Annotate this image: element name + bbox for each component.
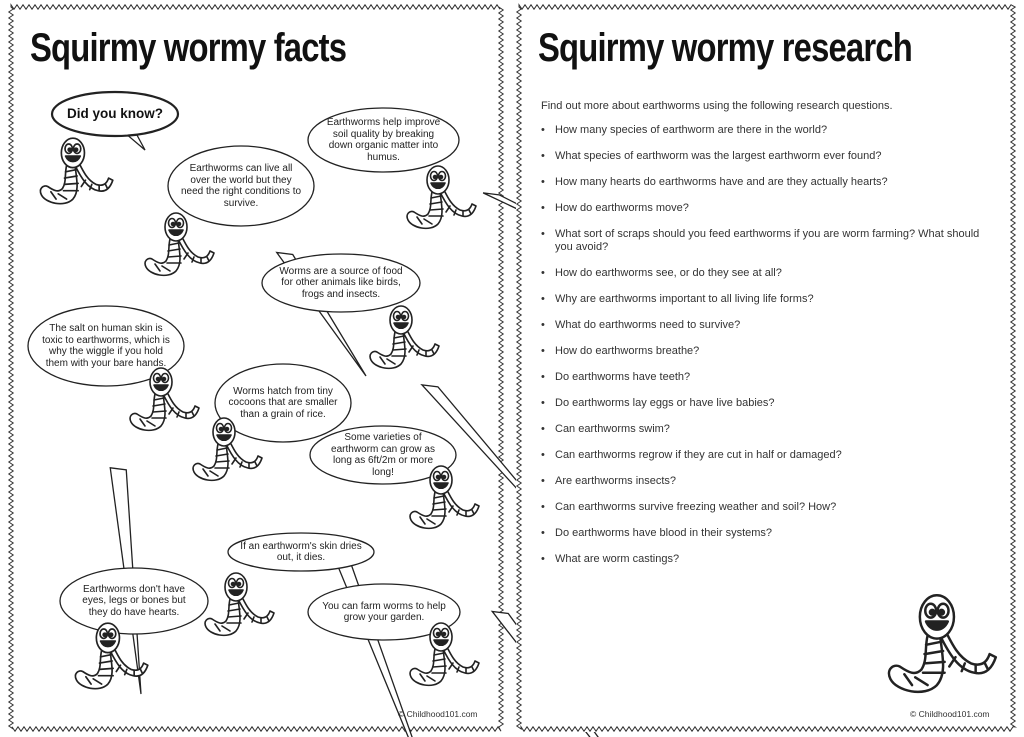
research-question-list <box>541 124 981 579</box>
cartoon-worm-icon <box>33 134 117 208</box>
research-page <box>516 4 1016 732</box>
research-intro: Find out more about earthworms using the following research questions. <box>541 100 893 112</box>
fact-text: Worms hatch from tiny cocoons that are smaller than a grain of rice. <box>228 385 338 420</box>
fact-text: If an earthworm's skin dries out, it dies. <box>240 540 362 563</box>
research-question: • How many hearts do earthworms have and are they actually hearts? <box>541 176 981 189</box>
fact-text: Earthworms don't have eyes, legs or bones but they do have hearts. <box>82 583 186 618</box>
speech-bubble <box>50 90 180 138</box>
did-you-know-label: Did you know? <box>67 106 163 122</box>
page-title: Squirmy wormy research <box>538 26 912 70</box>
cartoon-worm-icon <box>138 209 218 279</box>
fact-text: Earthworms help improve soil quality by breaking down organic matter into humus. <box>326 117 441 163</box>
fact-text: The salt on human skin is toxic to earthworms, which is why the wiggle if you hold them with your bare hands. <box>42 323 170 369</box>
copyright-text: © Childhood101.com <box>910 709 990 719</box>
fact-text: Some varieties of earthworm can grow as long as 6ft/2m or more long! <box>331 432 435 478</box>
research-question: • Can earthworms swim? <box>541 423 981 436</box>
cartoon-worm-icon <box>363 302 443 372</box>
research-question: • How do earthworms breathe? <box>541 345 981 358</box>
cartoon-worm-icon <box>878 589 1002 698</box>
research-question: • Are earthworms insects? <box>541 475 981 488</box>
research-question: • How do earthworms move? <box>541 202 981 215</box>
research-question: • What are worm castings? <box>541 553 981 566</box>
cartoon-worm-icon <box>198 569 278 639</box>
research-question: • Can earthworms survive freezing weather and soil? How? <box>541 501 981 514</box>
research-question: • How do earthworms see, or do they see at all? <box>541 267 981 280</box>
research-question: • What sort of scraps should you feed earthworms if you are worm farming? What should you avoid? <box>541 228 981 254</box>
fact-text: Worms are a source of food for other animals like birds, frogs and insects. <box>279 265 403 300</box>
fact-text: Earthworms can live all over the world but they need the right conditions to survive. <box>180 163 302 209</box>
page-title: Squirmy wormy facts <box>30 26 347 70</box>
research-question: • What species of earthworm was the largest earthworm ever found? <box>541 150 981 163</box>
research-question: • Why are earthworms important to all living life forms? <box>541 293 981 306</box>
cartoon-worm-icon <box>403 619 483 689</box>
research-question: • Do earthworms have blood in their systems? <box>541 527 981 540</box>
cartoon-worm-icon <box>68 619 152 693</box>
facts-page <box>8 4 504 732</box>
copyright-text: © Childhood101.com <box>398 709 478 719</box>
cartoon-worm-icon <box>186 414 266 484</box>
cartoon-worm-icon <box>403 462 483 532</box>
research-question: • What do earthworms need to survive? <box>541 319 981 332</box>
speech-bubble <box>226 531 376 573</box>
cartoon-worm-icon <box>400 162 480 232</box>
research-question: • Do earthworms have teeth? <box>541 371 981 384</box>
research-question: • How many species of earthworm are there in the world? <box>541 124 981 137</box>
research-question: • Do earthworms lay eggs or have live babies? <box>541 397 981 410</box>
research-question: • Can earthworms regrow if they are cut in half or damaged? <box>541 449 981 462</box>
fact-text: You can farm worms to help grow your garden. <box>322 600 446 623</box>
